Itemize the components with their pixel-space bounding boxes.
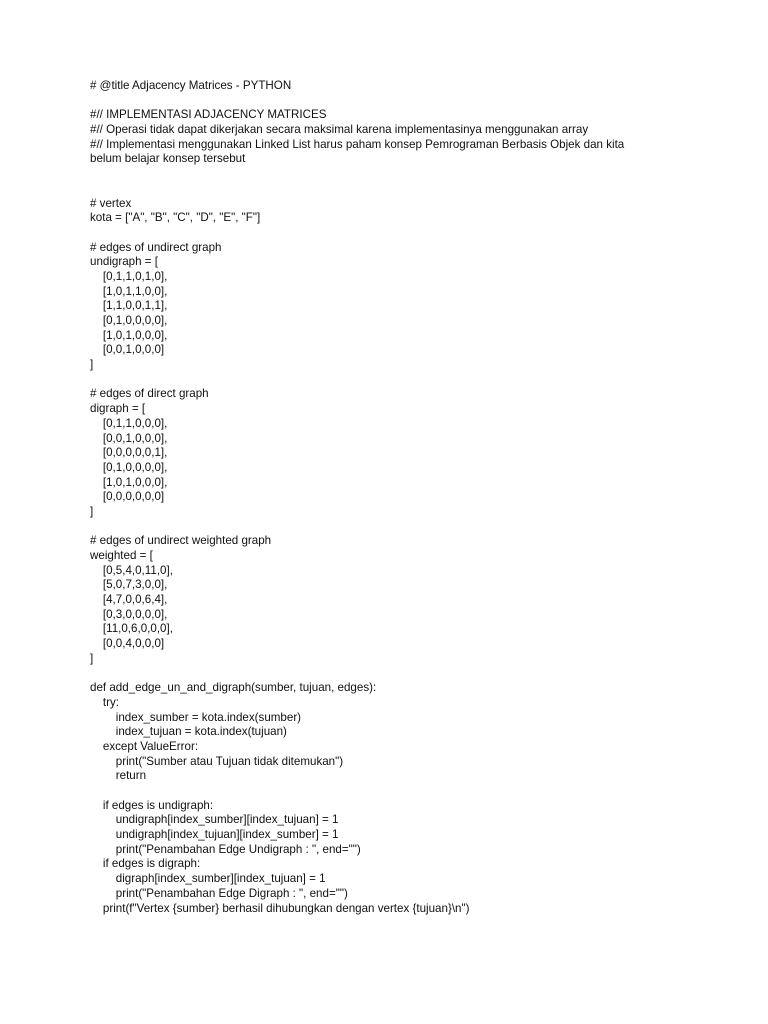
doc-line: digraph[index_sumber][index_tujuan] = 1 xyxy=(90,872,326,886)
doc-line: # edges of direct graph xyxy=(90,387,209,401)
doc-line: [11,0,6,0,0,0], xyxy=(90,622,173,636)
doc-line xyxy=(90,226,690,241)
doc-line: #// IMPLEMENTASI ADJACENCY MATRICES xyxy=(90,108,327,122)
doc-line: kota = ["A", "B", "C", "D", "E", "F"] xyxy=(90,211,261,225)
doc-line xyxy=(90,373,690,388)
doc-line: [0,5,4,0,11,0], xyxy=(90,563,173,577)
doc-line: ] xyxy=(90,504,94,518)
doc-line: belum belajar konsep tersebut xyxy=(90,152,246,166)
doc-line: [0,0,0,0,0,0] xyxy=(90,490,165,504)
doc-line: [0,0,1,0,0,0], xyxy=(90,431,168,445)
doc-line xyxy=(90,784,690,799)
doc-line: [0,1,1,0,0,0], xyxy=(90,416,168,430)
doc-line: [0,1,1,0,1,0], xyxy=(90,269,168,283)
doc-line: # edges of undirect graph xyxy=(90,240,222,254)
doc-line: index_sumber = kota.index(sumber) xyxy=(90,710,302,724)
doc-line: undigraph[index_sumber][index_tujuan] = 1 xyxy=(90,813,339,827)
doc-line: [0,0,4,0,0,0] xyxy=(90,637,165,651)
doc-line: ] xyxy=(90,651,94,665)
doc-line: undigraph[index_tujuan][index_sumber] = 1 xyxy=(90,828,339,842)
doc-line xyxy=(90,167,690,182)
doc-line: if edges is digraph: xyxy=(90,857,201,871)
doc-line xyxy=(90,182,690,197)
doc-line: [0,3,0,0,0,0], xyxy=(90,607,168,621)
doc-line: def add_edge_un_and_digraph(sumber, tujuan, edges): xyxy=(90,681,377,695)
doc-line: [1,0,1,0,0,0], xyxy=(90,328,168,342)
document-page xyxy=(90,79,690,916)
doc-line xyxy=(90,667,690,682)
doc-line: [0,0,0,0,0,1], xyxy=(90,446,168,460)
doc-line: #// Implementasi menggunakan Linked List harus paham konsep Pemrograman Berbasis Objek dan kita xyxy=(90,137,625,151)
doc-line: print("Penambahan Edge Undigraph : ", end="") xyxy=(90,842,361,856)
doc-line: # @title Adjacency Matrices - PYTHON xyxy=(90,79,292,92)
doc-line: # vertex xyxy=(90,196,132,210)
doc-line: if edges is undigraph: xyxy=(90,798,214,812)
doc-line: [1,0,1,0,0,0], xyxy=(90,475,168,489)
doc-line: print("Penambahan Edge Digraph : ", end="") xyxy=(90,886,348,900)
doc-line: # edges of undirect weighted graph xyxy=(90,534,272,548)
doc-line: except ValueError: xyxy=(90,739,199,753)
doc-line: #// Operasi tidak dapat dikerjakan secara maksimal karena implementasinya menggunakan array xyxy=(90,123,589,137)
doc-line: [5,0,7,3,0,0], xyxy=(90,578,168,592)
doc-line: [1,1,0,0,1,1], xyxy=(90,299,168,313)
doc-line xyxy=(90,94,690,109)
doc-line: [0,1,0,0,0,0], xyxy=(90,314,168,327)
doc-line xyxy=(90,520,690,535)
doc-line: [4,7,0,0,6,4], xyxy=(90,593,168,607)
doc-line: print(f"Vertex {sumber} berhasil dihubungkan dengan vertex {tujuan}\n") xyxy=(90,901,470,915)
doc-line: return xyxy=(90,769,147,783)
doc-line: weighted = [ xyxy=(90,549,153,562)
doc-line: digraph = [ xyxy=(90,402,146,416)
doc-line: print("Sumber atau Tujuan tidak ditemukan") xyxy=(90,754,344,768)
doc-line: index_tujuan = kota.index(tujuan) xyxy=(90,725,287,739)
doc-line: undigraph = [ xyxy=(90,255,159,269)
doc-line: try: xyxy=(90,695,119,709)
doc-line: [1,0,1,1,0,0], xyxy=(90,284,168,298)
doc-line: [0,0,1,0,0,0] xyxy=(90,343,165,357)
doc-line: ] xyxy=(90,358,94,372)
doc-line: [0,1,0,0,0,0], xyxy=(90,460,168,474)
